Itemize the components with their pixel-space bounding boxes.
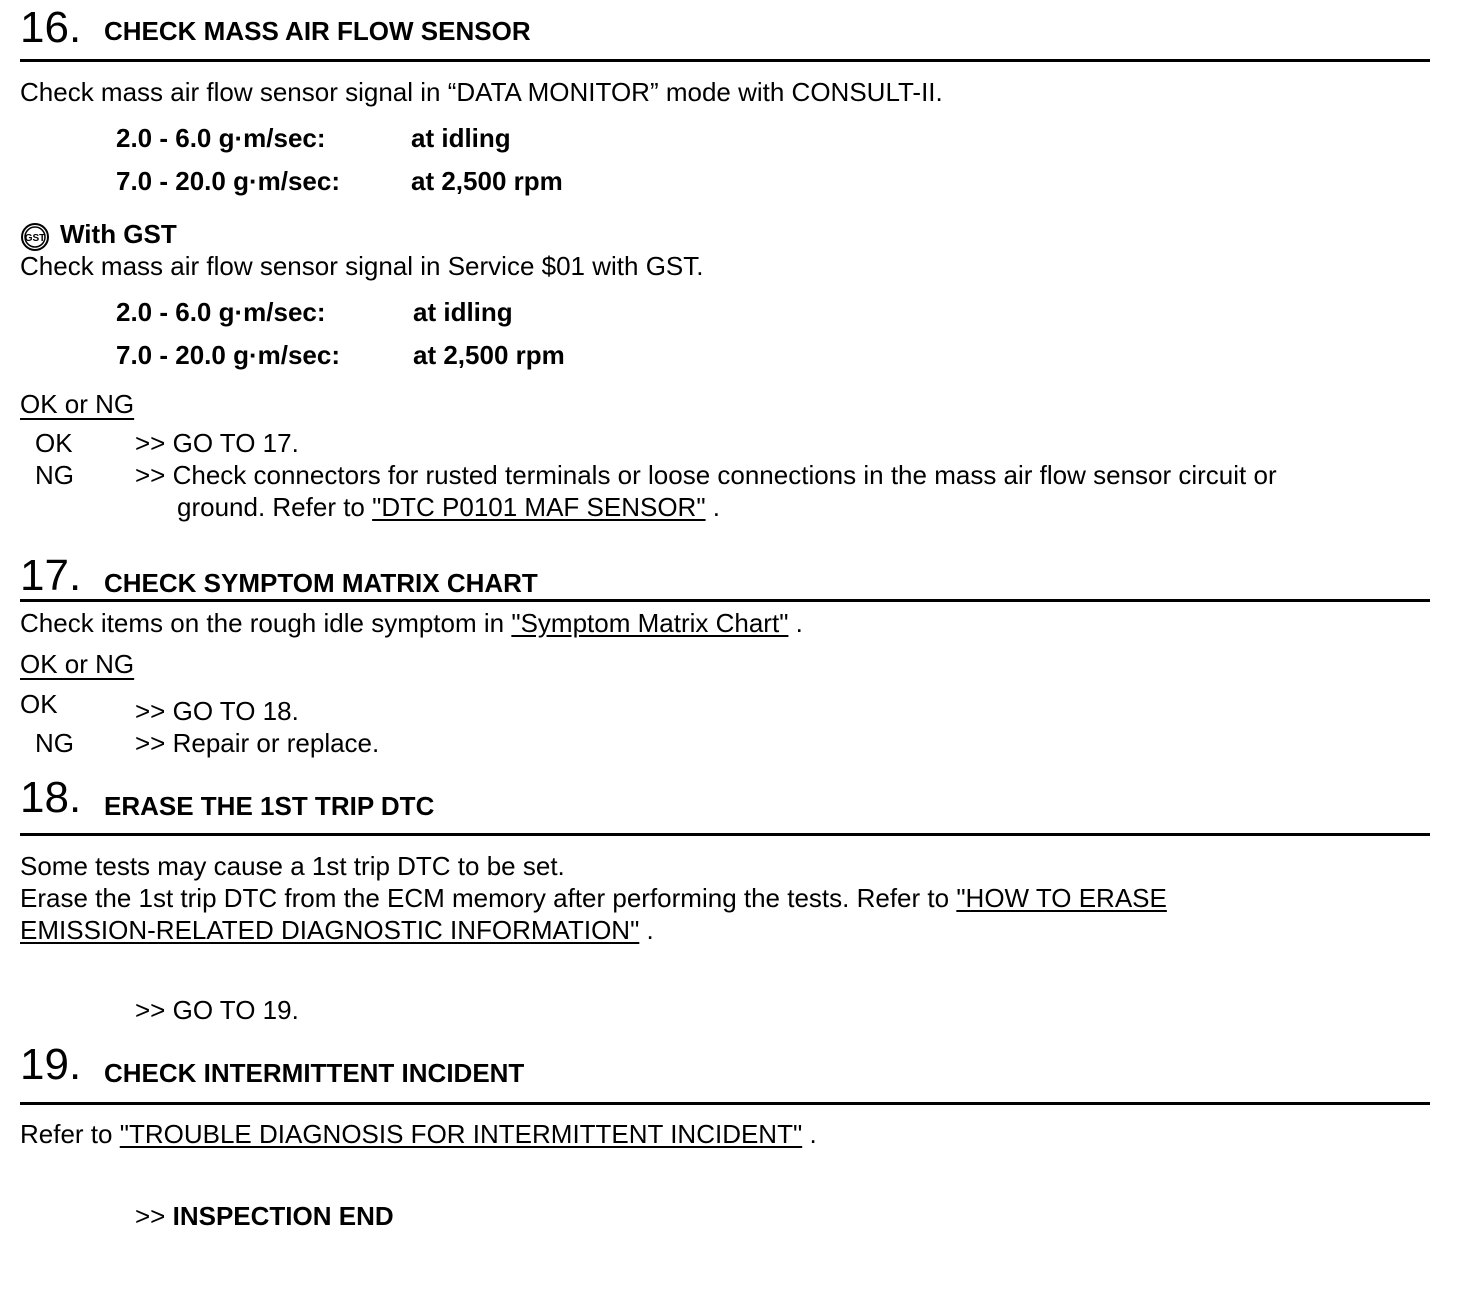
step-19-suffix: . — [809, 1119, 817, 1149]
step-17-number: 17. — [20, 551, 82, 600]
step-16-ng-action: >> Check connectors for rusted terminals or loose connections in the mass air flow sensor circuit or — [135, 460, 1277, 490]
with-gst-heading: With GST — [60, 219, 177, 249]
step-19-refer-text: Refer to — [20, 1119, 113, 1149]
step-17-instruction-text: Check items on the rough idle symptom in — [20, 608, 505, 638]
step-16-ng-refer-text: ground. Refer to — [177, 492, 365, 522]
step-19-action-arrow: >> — [135, 1201, 166, 1231]
trouble-diagnosis-intermittent-link[interactable]: "TROUBLE DIAGNOSIS FOR INTERMITTENT INCIDENT" — [119, 1119, 803, 1149]
step-18-line1: Some tests may cause a 1st trip DTC to be set. — [20, 851, 565, 881]
step-18-line3 — [20, 914, 654, 946]
step-18-action: >> GO TO 19. — [135, 995, 299, 1025]
step-16-ok-label: OK — [35, 428, 73, 458]
step-18-refer-text: Erase the 1st trip DTC from the ECM memory after performing the tests. Refer to — [20, 883, 950, 913]
how-to-erase-link[interactable]: "HOW TO ERASE — [956, 883, 1167, 913]
step-16-ng-action-line2 — [177, 491, 720, 523]
step-17-ng-action: >> Repair or replace. — [135, 728, 380, 758]
step-18-line2 — [20, 882, 1167, 914]
step-16-gst-instruction: Check mass air flow sensor signal in Service $01 with GST. — [20, 251, 704, 281]
consult-spec-condition: at idling — [411, 123, 511, 153]
step-18-divider — [20, 833, 1430, 836]
consult-spec-value: 7.0 - 20.0 g·m/sec: — [116, 166, 340, 196]
dtc-p0101-maf-sensor-link[interactable]: "DTC P0101 MAF SENSOR" — [372, 492, 706, 522]
step-17-ok-ng-label: OK or NG — [20, 649, 135, 679]
step-18-suffix: . — [646, 915, 654, 945]
step-16-ok-ng-label: OK or NG — [20, 389, 135, 419]
step-19-action — [135, 1200, 394, 1232]
step-18-title: ERASE THE 1ST TRIP DTC — [104, 791, 435, 821]
step-17-ok-label: OK — [20, 689, 58, 719]
step-19-title: CHECK INTERMITTENT INCIDENT — [104, 1058, 525, 1088]
step-17-ng-label: NG — [35, 728, 74, 758]
step-17-divider — [20, 599, 1430, 602]
gst-spec-value: 7.0 - 20.0 g·m/sec: — [116, 340, 340, 370]
step-16-divider — [20, 59, 1430, 62]
step-16-number: 16. — [20, 3, 82, 52]
step-18-number: 18. — [20, 773, 82, 822]
step-16-ng-suffix: . — [712, 492, 721, 522]
step-19-divider — [20, 1102, 1430, 1105]
step-17-suffix: . — [795, 608, 803, 638]
step-19-number: 19. — [20, 1040, 82, 1089]
how-to-erase-link-continued[interactable]: EMISSION-RELATED DIAGNOSTIC INFORMATION" — [20, 915, 640, 945]
step-19-instruction — [20, 1118, 817, 1150]
gst-spec-condition: at 2,500 rpm — [413, 340, 565, 370]
step-16-title: CHECK MASS AIR FLOW SENSOR — [104, 16, 531, 46]
step-17-title: CHECK SYMPTOM MATRIX CHART — [104, 568, 538, 598]
consult-spec-value: 2.0 - 6.0 g·m/sec: — [116, 123, 326, 153]
step-16-ng-label: NG — [35, 460, 74, 490]
gst-spec-value: 2.0 - 6.0 g·m/sec: — [116, 297, 326, 327]
symptom-matrix-chart-link[interactable]: "Symptom Matrix Chart" — [511, 608, 789, 638]
gst-icon-label: GST — [24, 233, 46, 244]
step-16-ok-action: >> GO TO 17. — [135, 428, 299, 458]
step-16-consult-instruction: Check mass air flow sensor signal in “DATA MONITOR” mode with CONSULT-II. — [20, 77, 943, 107]
step-17-instruction — [20, 607, 803, 639]
inspection-end-label: INSPECTION END — [172, 1201, 394, 1231]
gst-tool-icon — [20, 222, 50, 252]
step-17-ok-action: >> GO TO 18. — [135, 696, 299, 726]
gst-spec-condition: at idling — [413, 297, 513, 327]
consult-spec-condition: at 2,500 rpm — [411, 166, 563, 196]
